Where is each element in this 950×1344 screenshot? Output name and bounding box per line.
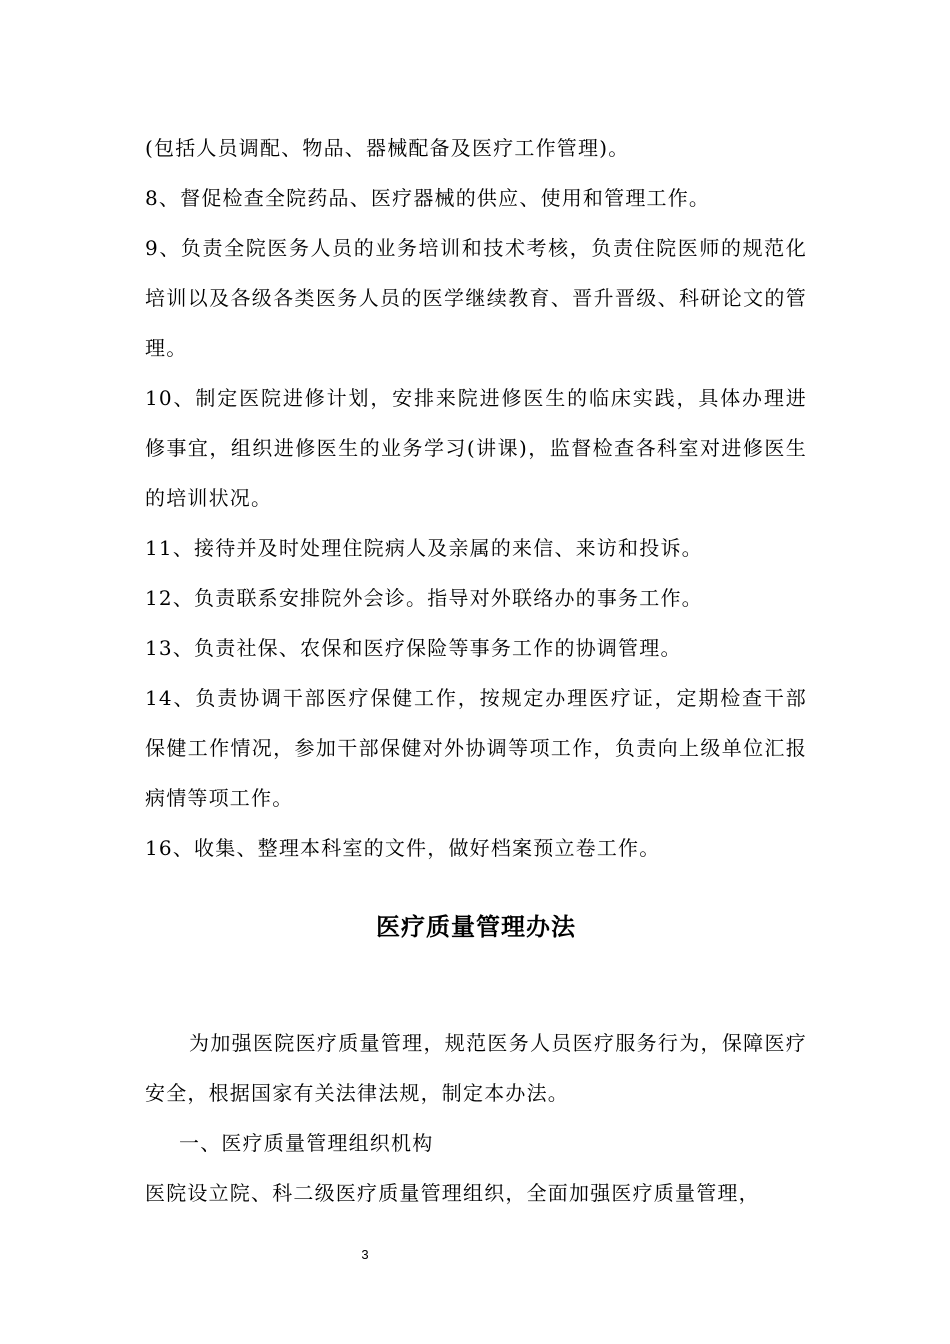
list-item: 9、负责全院医务人员的业务培训和技术考核，负责住院医师的规范化培训以及各级各类医务人员的医学继续教育、晋升晋级、科研论文的管理。 bbox=[145, 236, 807, 360]
body-paragraph: 医院设立院、科二级医疗质量管理组织，全面加强医疗质量管理， bbox=[145, 1181, 760, 1205]
section-title: 医疗质量管理办法 bbox=[376, 912, 576, 941]
list-item: 14、负责协调干部医疗保健工作，按规定办理医疗证，定期检查干部保健工作情况，参加干部保健对外协调等项工作，负责向上级单位汇报病情等项工作。 bbox=[145, 686, 807, 810]
page-number: 3 bbox=[361, 1247, 369, 1262]
list-item: (包括人员调配、物品、器械配备及医疗工作管理)。 bbox=[145, 136, 630, 160]
intro-paragraph: 为加强医院医疗质量管理，规范医务人员医疗服务行为，保障医疗安全，根据国家有关法律法规，制定本办法。 bbox=[145, 1031, 807, 1105]
list-item: 11、接待并及时处理住院病人及亲属的来信、来访和投诉。 bbox=[145, 536, 703, 560]
section-body bbox=[145, 1018, 807, 1218]
list-item: 16、收集、整理本科室的文件，做好档案预立卷工作。 bbox=[145, 836, 661, 860]
list-item: 10、制定医院进修计划，安排来院进修医生的临床实践，具体办理进修事宜，组织进修医生的业务学习(讲课)，监督检查各科室对进修医生的培训状况。 bbox=[145, 386, 807, 510]
duties-list bbox=[145, 123, 807, 873]
subheading: 一、医疗质量管理组织机构 bbox=[179, 1131, 434, 1155]
list-item: 12、负责联系安排院外会诊。指导对外联络办的事务工作。 bbox=[145, 586, 703, 610]
list-item: 8、督促检查全院药品、医疗器械的供应、使用和管理工作。 bbox=[145, 186, 711, 210]
list-item: 13、负责社保、农保和医疗保险等事务工作的协调管理。 bbox=[145, 636, 682, 660]
